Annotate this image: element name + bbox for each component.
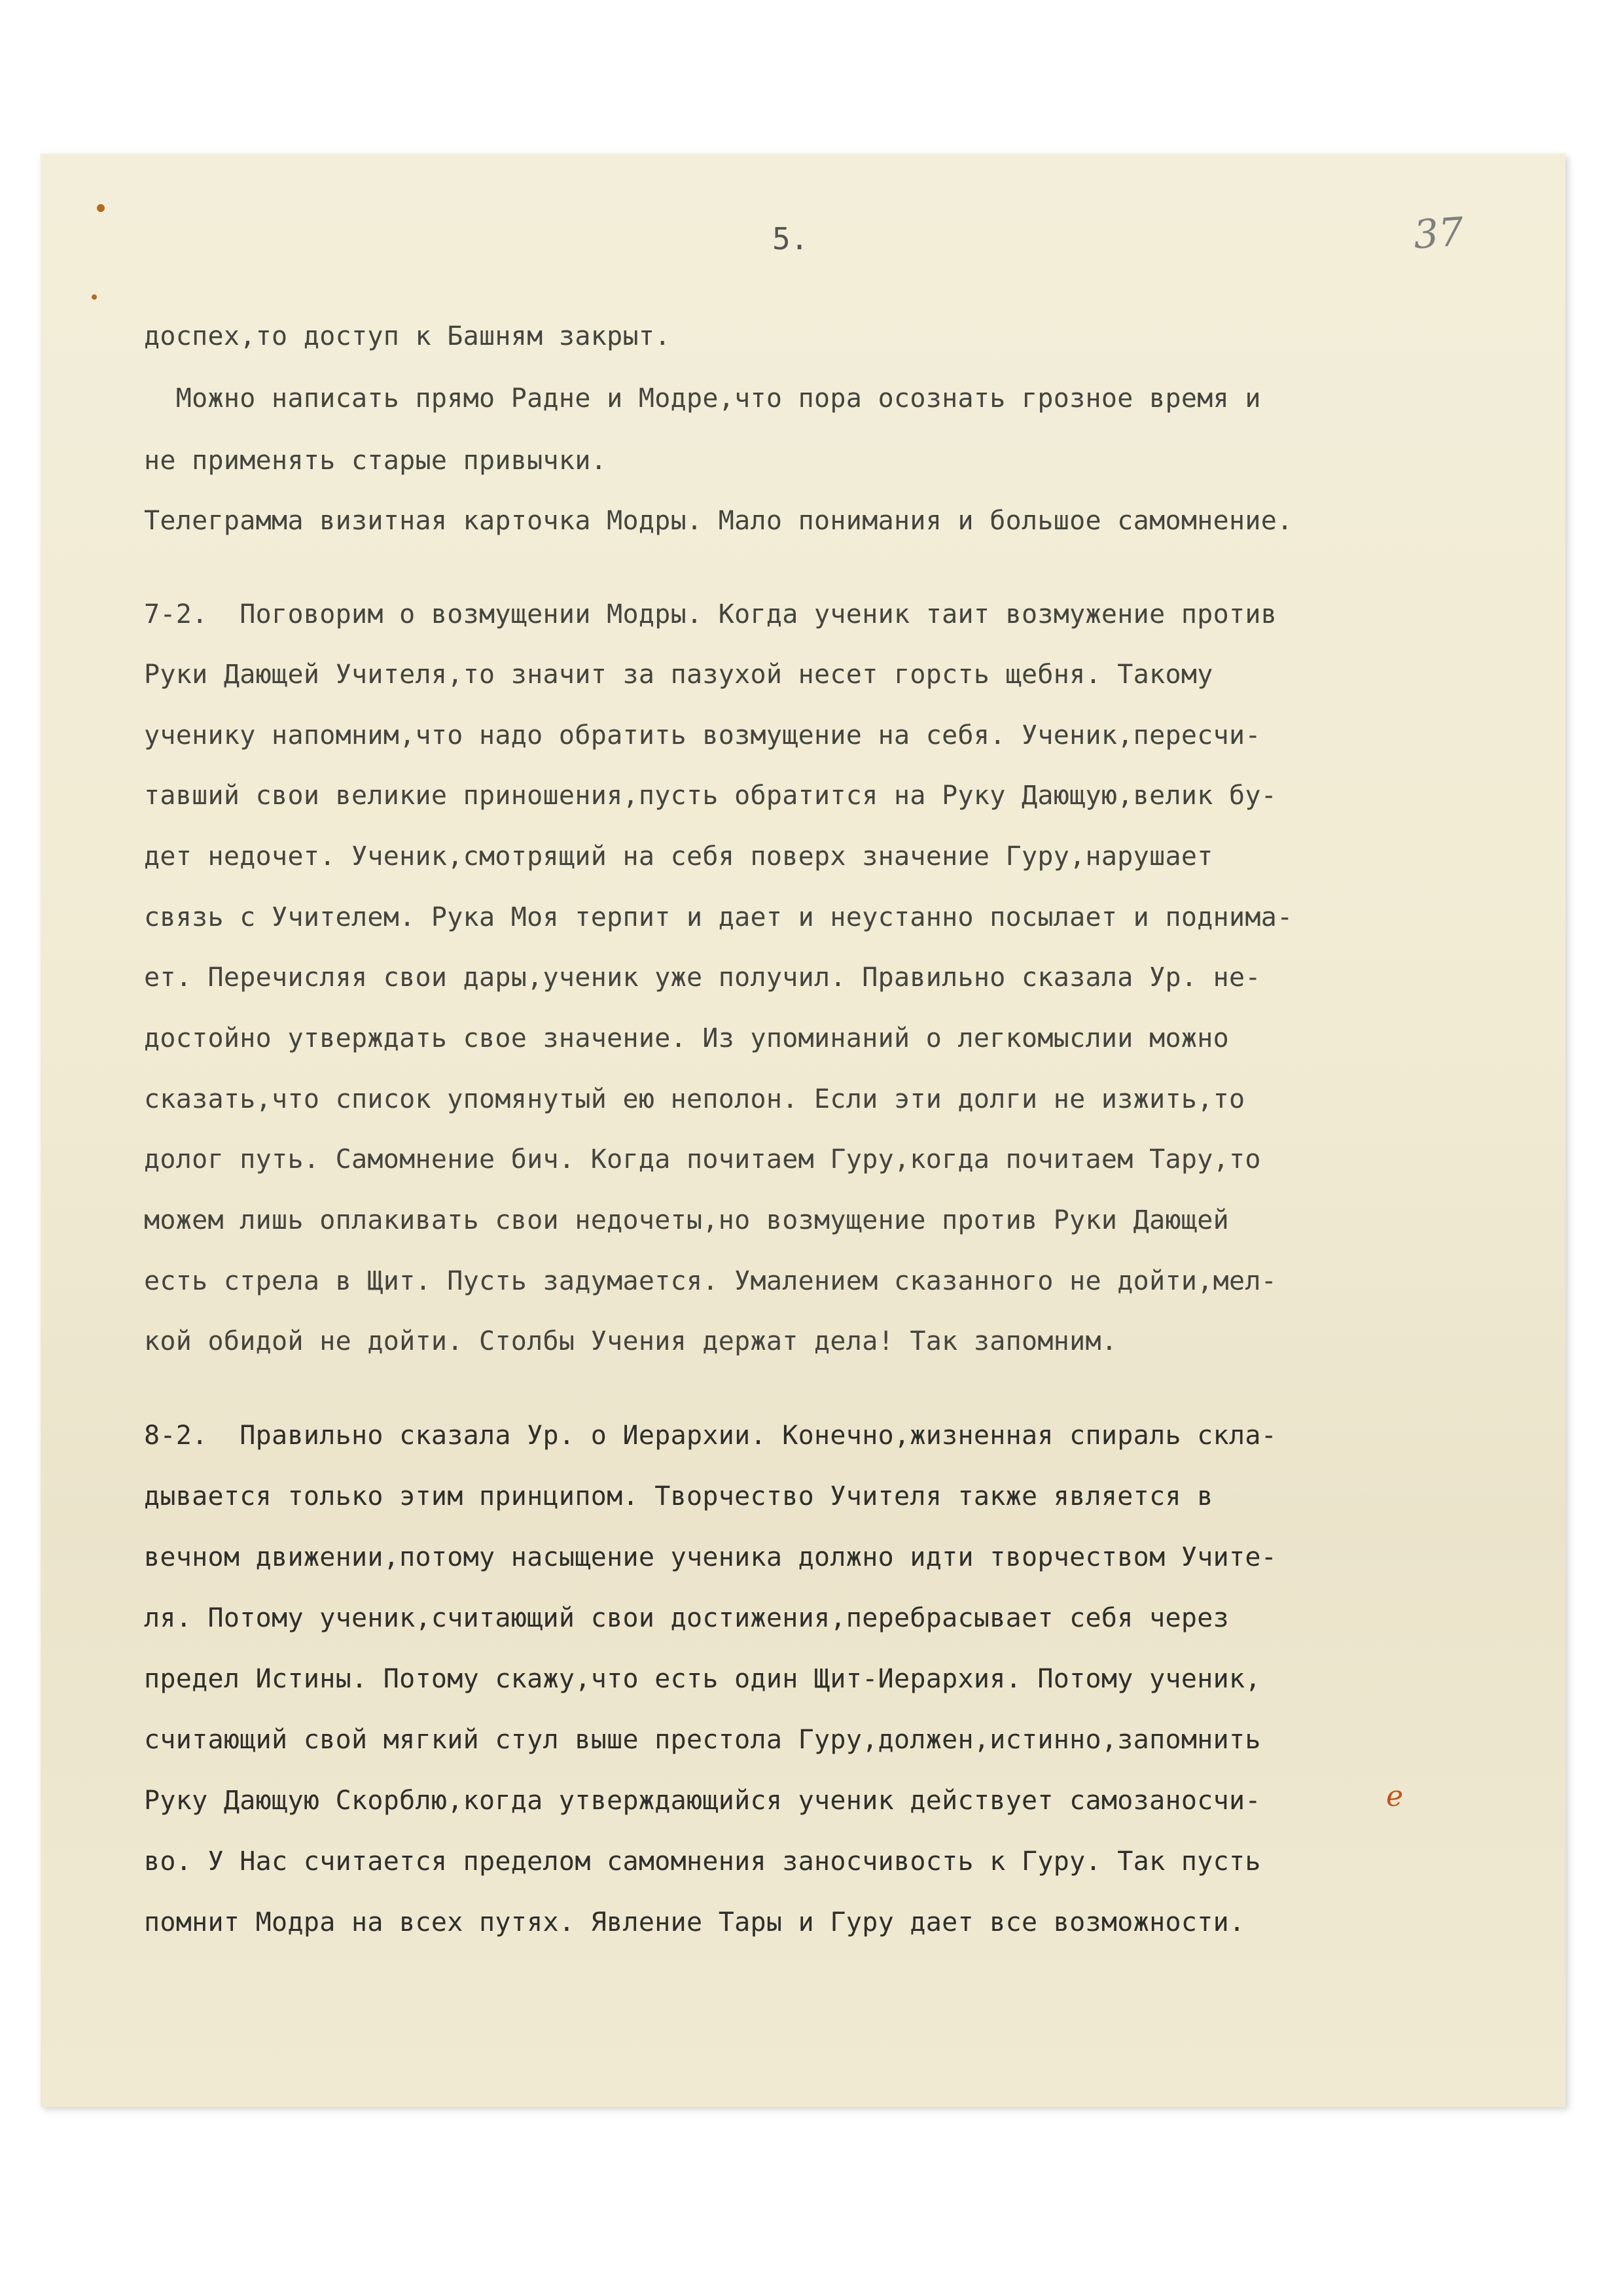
folio-number: 37 xyxy=(1412,209,1465,258)
text-line: Можно написать прямо Радне и Модре,что пора осознать грозное время и xyxy=(144,383,1261,414)
text-line: долог путь. Самомнение бич. Когда почитаем Гуру,когда почитаем Тару,то xyxy=(144,1144,1261,1174)
punch-hole-mark xyxy=(92,294,97,300)
text-line: есть стрела в Щит. Пусть задумается. Умалением сказанного не дойти,мел- xyxy=(144,1266,1277,1296)
text-line: не применять старые привычки. xyxy=(144,446,607,476)
text-line: доспех,то доступ к Башням закрыт. xyxy=(144,321,671,351)
text-line: вечном движении,потому насыщение ученика должно идти творчеством Учите- xyxy=(144,1542,1277,1572)
text-line: предел Истины. Потому скажу,что есть один Щит-Иерархия. Потому ученик, xyxy=(144,1664,1261,1694)
text-line: помнит Модра на всех путях. Явление Тары и Гуру дает все возможности. xyxy=(144,1907,1245,1937)
text-line: 8-2. Правильно сказала Ур. о Иерархии. Конечно,жизненная спираль скла- xyxy=(144,1421,1277,1451)
text-line: кой обидой не дойти. Столбы Учения держат дела! Так запомним. xyxy=(144,1326,1118,1356)
text-line: Телеграмма визитная карточка Модры. Мало понимания и большое самомнение. xyxy=(144,506,1293,536)
handwritten-correction: е xyxy=(1386,1780,1404,1813)
text-line: во. У Нас считается пределом самомнения заносчивость к Гуру. Так пусть xyxy=(144,1846,1261,1877)
text-line: ля. Потому ученик,считающий свои достижения,перебрасывает себя через xyxy=(144,1603,1229,1633)
text-line: можем лишь оплакивать свои недочеты,но возмущение против Руки Дающей xyxy=(144,1205,1229,1235)
text-line: Руку Дающую Скорблю,когда утверждающийся ученик действует самозаносчи- xyxy=(144,1786,1261,1816)
text-line: 7-2. Поговорим о возмущении Модры. Когда ученик таит возмужение против xyxy=(144,599,1277,629)
text-line: дет недочет. Ученик,смотрящий на себя поверх значение Гуру,нарушает xyxy=(144,841,1213,872)
text-line: Руки Дающей Учителя,то значит за пазухой несет горсть щебня. Такому xyxy=(144,660,1213,690)
text-line: дывается только этим принципом. Творчество Учителя также является в xyxy=(144,1481,1213,1511)
page-number: 5. xyxy=(772,221,809,256)
punch-hole-mark xyxy=(97,204,105,212)
text-line: ет. Перечисляя свои дары,ученик уже получил. Правильно сказала Ур. не- xyxy=(144,963,1261,993)
text-line: сказать,что список упомянутый ею неполон. Если эти долги не изжить,то xyxy=(144,1084,1245,1114)
text-line: ученику напомним,что надо обратить возмущение на себя. Ученик,пересчи- xyxy=(144,720,1261,751)
text-line: считающий свой мягкий стул выше престола Гуру,должен,истинно,запомнить xyxy=(144,1725,1261,1755)
text-line: связь с Учителем. Рука Моя терпит и дает и неустанно посылает и поднима- xyxy=(144,902,1293,932)
text-line: тавший свои великие приношения,пусть обратится на Руку Дающую,велик бу- xyxy=(144,781,1277,811)
text-line: достойно утверждать свое значение. Из упоминаний о легкомыслии можно xyxy=(144,1023,1229,1053)
